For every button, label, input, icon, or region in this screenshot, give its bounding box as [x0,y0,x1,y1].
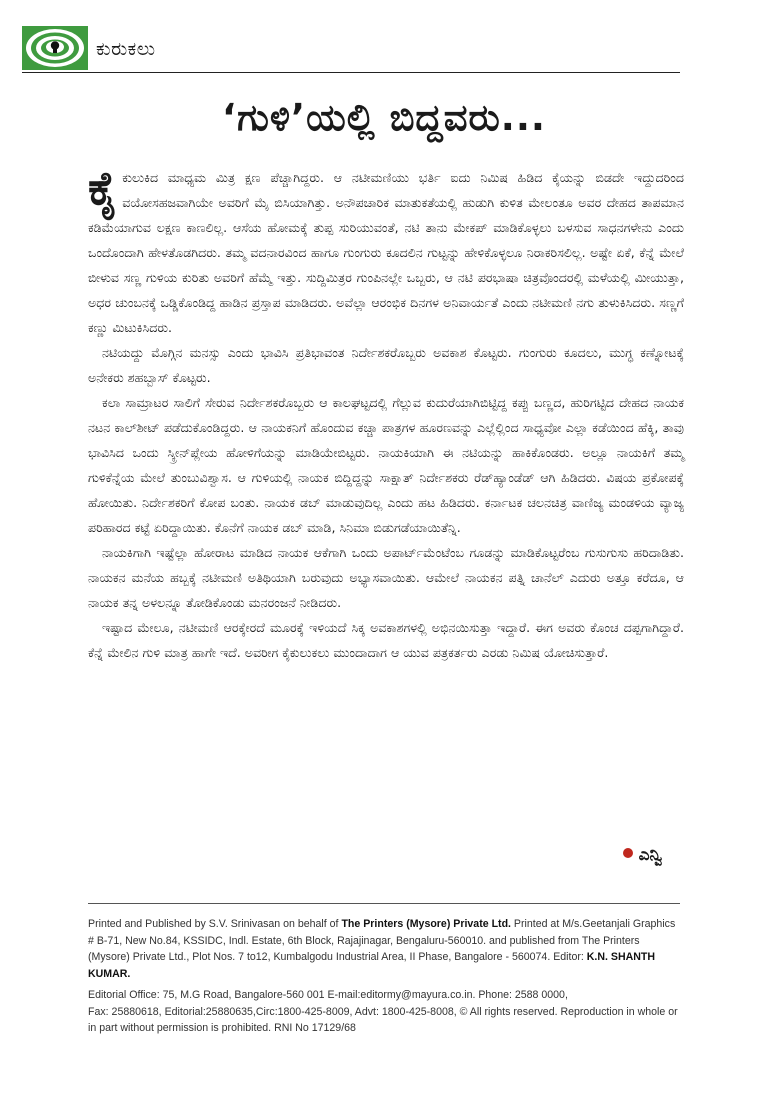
footer-divider [88,903,680,904]
article-paragraph: ಕೈಕುಲುಕಿದ ಮಾಧ್ಯಮ ಮಿತ್ರ ಕ್ಷಣ ಪೆಚ್ಚಾಗಿದ್ದರು. ಆ ನಟೀಮಣಿಯು ಭರ್ತಿ ಐದು ನಿಮಿಷ ಹಿಡಿದ ಕೈಯನ್ನು ಬಿಡದೇ ಇದ್ದುದರಿಂದ ವಯೋಸಹಜವಾಗಿಯೇ ಅವರಿಗೆ ಮೈ ಬಿಸಿಯಾಗಿತ್ತು. ಅನೌಪಚಾರಿಕ ಮಾತುಕತೆಯಲ್ಲಿ ಹುಡುಗಿ ಕುಳಿತ ಮೇಲಂತೂ ಅವರ ದೇಹದ ತಾಪಮಾನ ಕಡಿಮೆಯಾಗುವ ಲಕ್ಷಣ ಕಾಣಲಿಲ್ಲ. ಆಸೆಯ ಹೋಮಕ್ಕೆ ತುಪ್ಪ ಸುರಿಯುವಂತೆ, ನಟಿ ತಾನು ಮೇಕಪ್ ಮಾಡಿಕೊಳ್ಳಲು ಬಳಸುವ ಸಾಧನಗಳೇನು ಎಂದು ಒಂದೊಂದಾಗಿ ಹೇಳತೊಡಗಿದರು. ತಮ್ಮ ವದನಾರವಿಂದ ಹಾಗೂ ಗುಂಗುರು ಕೂದಲಿನ ಗುಟ್ಟನ್ನು ಹೇಳಿಕೊಳ್ಳಲೂ ನಿರಾಕರಿಸಲಿಲ್ಲ. ಅಷ್ಟೇ ಏಕೆ, ಕೆನ್ನೆ ಮೇಲೆ ಬೀಳುವ ಸಣ್ಣ ಗುಳಿಯ ಕುರಿತು ಅವರಿಗೆ ಹೆಮ್ಮೆ ಇತ್ತು. ಸುದ್ದಿಮಿತ್ರರ ಗುಂಪಿನಲ್ಲೇ ಒಬ್ಬರು, ಆ ನಟಿ ಪರಭಾಷಾ ಚಿತ್ರವೊಂದರಲ್ಲಿ ಮಳೆಯಲ್ಲಿ ಮೀಯುತ್ತಾ, ಅಧರ ಚುಂಬನಕ್ಕೆ ಒಡ್ಡಿಕೊಂಡಿದ್ದ ಹಾಡಿನ ಪ್ರಸ್ತಾಪ ಮಾಡಿದರು. ಅವೆಲ್ಲಾ ಆರಂಭಿಕ ದಿನಗಳ ಅನಿವಾರ್ಯತೆ ಎಂದು ನಟೀಮಣಿ ನಗು ತುಳುಕಿಸಿದರು. ಸಣ್ಣಗೆ ಕಣ್ಣು ಮಿಟುಕಿಸಿದರು. [88,161,684,335]
article-title: ‘ಗುಳಿ’ಯಲ್ಲಿ ಬಿದ್ದವರು... [222,96,546,139]
article-paragraph: ಇಷ್ಟಾದ ಮೇಲೂ, ನಟೀಮಣಿ ಆರಕ್ಕೇರದೆ ಮೂರಕ್ಕೆ ಇಳಿಯದೆ ಸಿಕ್ಕ ಅವಕಾಶಗಳಲ್ಲಿ ಅಭಿನಯಿಸುತ್ತಾ ಇದ್ದಾರೆ. ಈಗ ಅವರು ಕೊಂಚ ದಪ್ಪಗಾಗಿದ್ದಾರೆ. ಕೆನ್ನೆ ಮೇಲಿನ ಗುಳಿ ಮಾತ್ರ ಹಾಗೇ ಇದೆ. ಅವರೀಗ ಕೈಕುಲುಕಲು ಮುಂದಾದಾಗ ಆ ಯುವ ಪತ್ರಕರ್ತರು ಎರಡು ನಿಮಿಷ ಯೋಚಿಸುತ್ತಾರೆ. [88,620,684,660]
byline [623,845,662,865]
editorial-office: Editorial Office: 75, M.G Road, Bangalore-560 001 E-mail:editormy@mayura.co.in. Phone: 2588 0000, [88,989,568,1001]
page-header [22,26,680,73]
contact-details: Fax: 25880618, Editorial:25880635,Circ:1800-425-8009, Advt: 1800-425-8008, © All rights reserved. Reproduction in whole or in part without permission is prohibited. RNI No 17129/68 [88,1005,678,1034]
article-body [88,161,684,665]
section-label: ಕುರುಕಲು [96,38,156,60]
byline-text: ಎನ್ವಿ [638,845,662,865]
imprint-footer [88,916,680,1037]
logo-icon [22,26,88,70]
byline-dot-icon [623,848,633,858]
logo-graphic [22,26,88,70]
article-paragraph: ಕಲಾ ಸಾಮ್ರಾಟರ ಸಾಲಿಗೆ ಸೇರುವ ನಿರ್ದೇಶಕರೊಬ್ಬರು ಆ ಕಾಲಘಟ್ಟದಲ್ಲಿ ಗೆಲ್ಲುವ ಕುದುರೆಯಾಗಿಬಿಟ್ಟಿದ್ದ ಕಪ್ಪು ಬಣ್ಣದ, ಹುರಿಗಟ್ಟಿದ ದೇಹದ ನಾಯಕ ನಟನ ಕಾಲ್‌ಶೀಟ್ ಪಡೆದುಕೊಂಡಿದ್ದರು. ಆ ನಾಯಕನಿಗೆ ಹೊಂದುವ ಕಚ್ಚಾ ಪಾತ್ರಗಳ ಹೂರಣವನ್ನು ಎಲ್ಲೆಲ್ಲಿಂದ ಸಾಧ್ಯವೋ ಎಲ್ಲಾ ಕಡೆಯಿಂದ ಹೆಕ್ಕಿ, ತಾವು ಭಾವಿಸಿದ ಒಂದು ಸ್ಕ್ರೀನ್‌ಪ್ಲೇಯ ಹೋಳಿಗೆಯನ್ನು ಮಾಡಿಯೇಬಿಟ್ಟರು. ನಾಯಕಿಯಾಗಿ ಈ ನಟಿಯನ್ನು ಹಾಕಿಕೊಂಡರು. ಅಲ್ಲೂ ನಾಯಕಿಗೆ ತಮ್ಮ ಗುಳಿಕೆನ್ನೆಯ ಮೇಲೆ ತುಂಬುವಿಶ್ವಾಸ. ಆ ಗುಳಿಯಲ್ಲಿ ನಾಯಕ ಬಿದ್ದಿದ್ದನ್ನು ಸಾಕ್ಷಾತ್ ನಿರ್ದೇಶಕರು ರೆಡ್‌ಹ್ಯಾಂಡೆಡ್ ಆಗಿ ಹಿಡಿದರು. ವಿಷಯ ಪ್ರಕೋಪಕ್ಕೆ ಹೋಯಿತು. ನಿರ್ದೇಶಕರಿಗೆ ಕೋಪ ಬಂತು. ನಾಯಕ ಡಬ್ ಮಾಡುವುದಿಲ್ಲ ಎಂದು ಹಟ ಹಿಡಿದರು. ಕರ್ನಾಟಕ ಚಲನಚಿತ್ರ ವಾಣಿಜ್ಯ ಮಂಡಳಿಯ ವ್ಯಾಜ್ಯ ಪರಿಹಾರದ ಕಟ್ಟೆ ಏರಿದ್ದಾಯಿತು. ಕೊನೆಗೆ ನಾಯಕ ಡಬ್ ಮಾಡಿ, ಸಿನಿಮಾ ಬಿಡುಗಡೆಯಾಯಿತೆನ್ನಿ. [88,395,684,535]
article-paragraph: ನಾಯಕಿಗಾಗಿ ಇಷ್ಟೆಲ್ಲಾ ಹೋರಾಟ ಮಾಡಿದ ನಾಯಕ ಆಕೆಗಾಗಿ ಒಂದು ಅಪಾರ್ಟ್‌ಮೆಂಟೆಂಬ ಗೂಡನ್ನು ಮಾಡಿಕೊಟ್ಟರೆಂಬ ಗುಸುಗುಸು ಹರಿದಾಡಿತು. ನಾಯಕನ ಮನೆಯ ಹಬ್ಬಕ್ಕೆ ನಟೀಮಣಿ ಅತಿಥಿಯಾಗಿ ಬರುವುದು ಅಭ್ಯಾಸವಾಯಿತು. ಆಮೇಲೆ ನಾಯಕನ ಪತ್ನಿ ಚಾನೆಲ್ ಎದುರು ಅತ್ತೂ ಕರೆದೂ, ಆ ನಾಯಕ ತನ್ನ ಅಳಲನ್ನೂ ತೋಡಿಕೊಂಡು ಮನರಂಜನೆ ನೀಡಿದರು. [88,545,684,610]
drop-cap: ಕೈ [88,161,119,215]
imprint-text: Printed and Published by S.V. Srinivasan on behalf of The Printers (Mysore) Private Ltd. Printed at M/s.Geetanjali Graphics # B-71, New No.84, KSSIDC, Indl. Estate, 6th Block, Rajajinagar, Bengaluru-560010. and published from The Printers (Mysore) Private Ltd., Plot Nos. 7 to12, Kumbalgodu Industrial Area, II Phase, Bangalore - 560074. Editor: K.N. SHANTH KUMAR. [88,918,676,980]
article-paragraph: ನಟಿಯದ್ದು ಮೊಗ್ಗಿನ ಮನಸ್ಸು ಎಂದು ಭಾವಿಸಿ ಪ್ರತಿಭಾವಂತ ನಿರ್ದೇಶಕರೊಬ್ಬರು ಅವಕಾಶ ಕೊಟ್ಟರು. ಗುಂಗುರು ಕೂದಲು, ಮುಗ್ಧ ಕಣ್ನೋಟಕ್ಕೆ ಅನೇಕರು ಶಹಬ್ಬಾಸ್ ಕೊಟ್ಟರು. [88,345,684,385]
